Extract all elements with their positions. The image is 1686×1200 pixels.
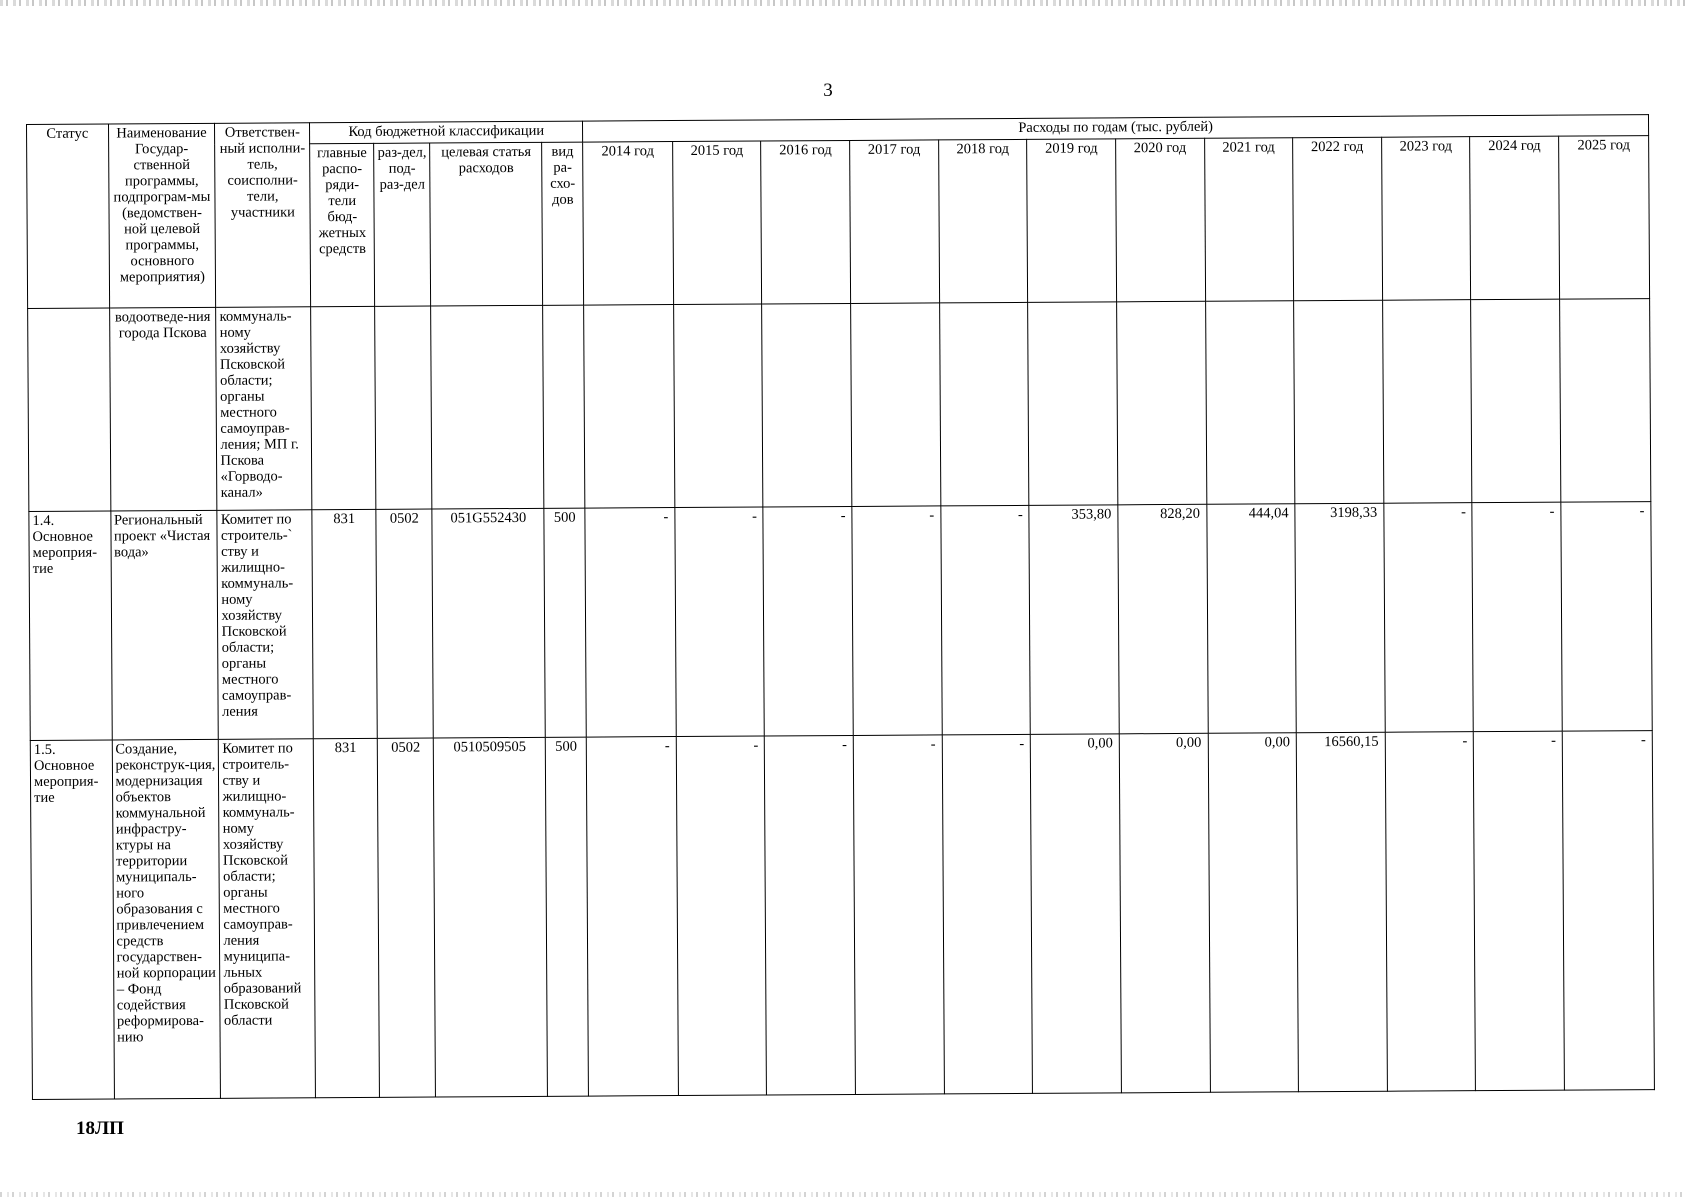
header-year: 2014 год <box>583 142 674 306</box>
header-year: 2018 год <box>938 139 1028 303</box>
header-year: 2017 год <box>850 140 940 304</box>
header-year: 2020 год <box>1116 138 1206 302</box>
cell-value <box>1205 301 1295 505</box>
header-name: Наименование Государ-ственной программы, подпрограм-мы (ведомствен-ной целевой программы, основного мероприятия) <box>108 123 216 308</box>
cell-rzpr: 0502 <box>376 509 433 738</box>
cell-status: 1.5. Основное мероприя-тие <box>30 740 114 1099</box>
cell-value: 353,80 <box>1029 505 1119 735</box>
header-responsible: Ответствен-ный исполни-тель, соисполни-тели, участники <box>215 123 311 308</box>
cell-value: - <box>853 735 944 1095</box>
cell-value: - <box>852 506 942 736</box>
cell-rzpr: 0502 <box>378 738 436 1097</box>
scan-edge-bottom <box>0 1192 1686 1197</box>
cell-value: 444,04 <box>1206 504 1296 734</box>
cell-value: - <box>1472 502 1562 732</box>
cell-value: 16560,15 <box>1296 732 1387 1092</box>
cell-value <box>673 304 763 508</box>
header-year: 2021 год <box>1204 138 1294 302</box>
header-year: 2015 год <box>672 141 762 305</box>
cell-value <box>939 302 1029 506</box>
scan-edge-top <box>0 0 1686 6</box>
cell-rzpr <box>375 306 432 509</box>
cell-value: - <box>1561 502 1652 732</box>
cell-grbs <box>311 306 376 509</box>
cell-value: 0,00 <box>1031 734 1122 1094</box>
header-vr: вид ра-схо-дов <box>542 142 584 305</box>
cell-status <box>28 308 111 511</box>
header-rzpr: раз-дел, под-раз-дел <box>374 143 431 306</box>
cell-name: Создание, реконструк-ция, модернизация объектов коммунальной инфрастру-ктуры на территории муниципаль-ного образования с привлечением средств государствен-ной корпорации – Фонд содействия реформирова-нию <box>112 739 221 1099</box>
header-status: Статус <box>27 124 110 308</box>
cell-value: 0,00 <box>1208 733 1299 1093</box>
cell-name: водоотведе-ния города Пскова <box>109 307 217 511</box>
cell-value <box>762 303 852 507</box>
cell-grbs: 831 <box>313 738 379 1097</box>
cell-vr: 500 <box>546 737 589 1096</box>
header-year: 2016 год <box>761 140 851 304</box>
cell-csr <box>431 305 544 509</box>
cell-value: 828,20 <box>1118 504 1208 734</box>
cell-value: - <box>1474 731 1565 1091</box>
cell-vr: 500 <box>544 508 586 737</box>
cell-value: - <box>941 505 1031 735</box>
cell-value: - <box>1385 732 1476 1092</box>
document-code: 18ЛП <box>76 1118 124 1139</box>
table-row <box>29 502 1652 741</box>
page-number: 3 <box>823 80 833 101</box>
cell-value <box>1028 302 1118 506</box>
cell-value <box>851 303 941 507</box>
cell-vr <box>543 305 585 508</box>
cell-csr: 0510509505 <box>434 737 548 1097</box>
cell-value: - <box>765 735 856 1095</box>
cell-value: - <box>1562 731 1654 1091</box>
header-year: 2019 год <box>1027 139 1117 303</box>
cell-value <box>1382 300 1472 504</box>
cell-value <box>1294 300 1384 504</box>
cell-value: 0,00 <box>1119 733 1210 1093</box>
header-year: 2022 год <box>1293 137 1383 301</box>
cell-value <box>1471 299 1561 503</box>
header-year: 2023 год <box>1381 137 1471 301</box>
header-year: 2025 год <box>1559 136 1650 300</box>
cell-value: - <box>942 734 1033 1094</box>
table-row <box>30 731 1654 1100</box>
header-grbs: главные распо-ряди-тели бюд-жетных средств <box>310 143 375 306</box>
cell-value: - <box>676 736 767 1096</box>
cell-value: - <box>586 737 678 1097</box>
cell-value: - <box>763 506 853 736</box>
header-csr: целевая статья расходов <box>430 142 543 306</box>
header-budget-code: Код бюджетной классификации <box>310 121 583 144</box>
header-expenses: Расходы по годам (тыс. рублей) <box>583 115 1649 143</box>
cell-value <box>1117 301 1207 505</box>
cell-value: - <box>585 508 676 738</box>
header-year: 2024 год <box>1470 136 1560 300</box>
cell-grbs: 831 <box>312 509 378 738</box>
cell-value <box>1560 299 1651 503</box>
budget-table <box>26 114 1655 1100</box>
cell-responsible: Комитет по строитель-` ству и жилищно-коммуналь-ному хозяйству Псковской области; органы местного самоуправ-ления <box>217 510 313 740</box>
cell-value: - <box>1384 503 1474 733</box>
cell-value: - <box>675 507 765 737</box>
cell-csr: 051G552430 <box>432 508 545 738</box>
cell-responsible: Комитет по строитель-ству и жилищно-коммуналь-ному хозяйству Псковской области; органы местного самоуправ-ления муниципа-льных образований Псковской области <box>219 739 316 1099</box>
table-row <box>28 299 1651 512</box>
cell-responsible: коммуналь-ному хозяйству Псковской области; органы местного самоуправ-ления; МП г. Пскова «Горводо-канал» <box>216 307 312 511</box>
cell-value <box>584 305 675 509</box>
cell-name: Региональный проект «Чистая вода» <box>110 510 218 740</box>
cell-status: 1.4. Основное мероприя-тие <box>29 511 112 740</box>
cell-value: 3198,33 <box>1295 503 1385 733</box>
